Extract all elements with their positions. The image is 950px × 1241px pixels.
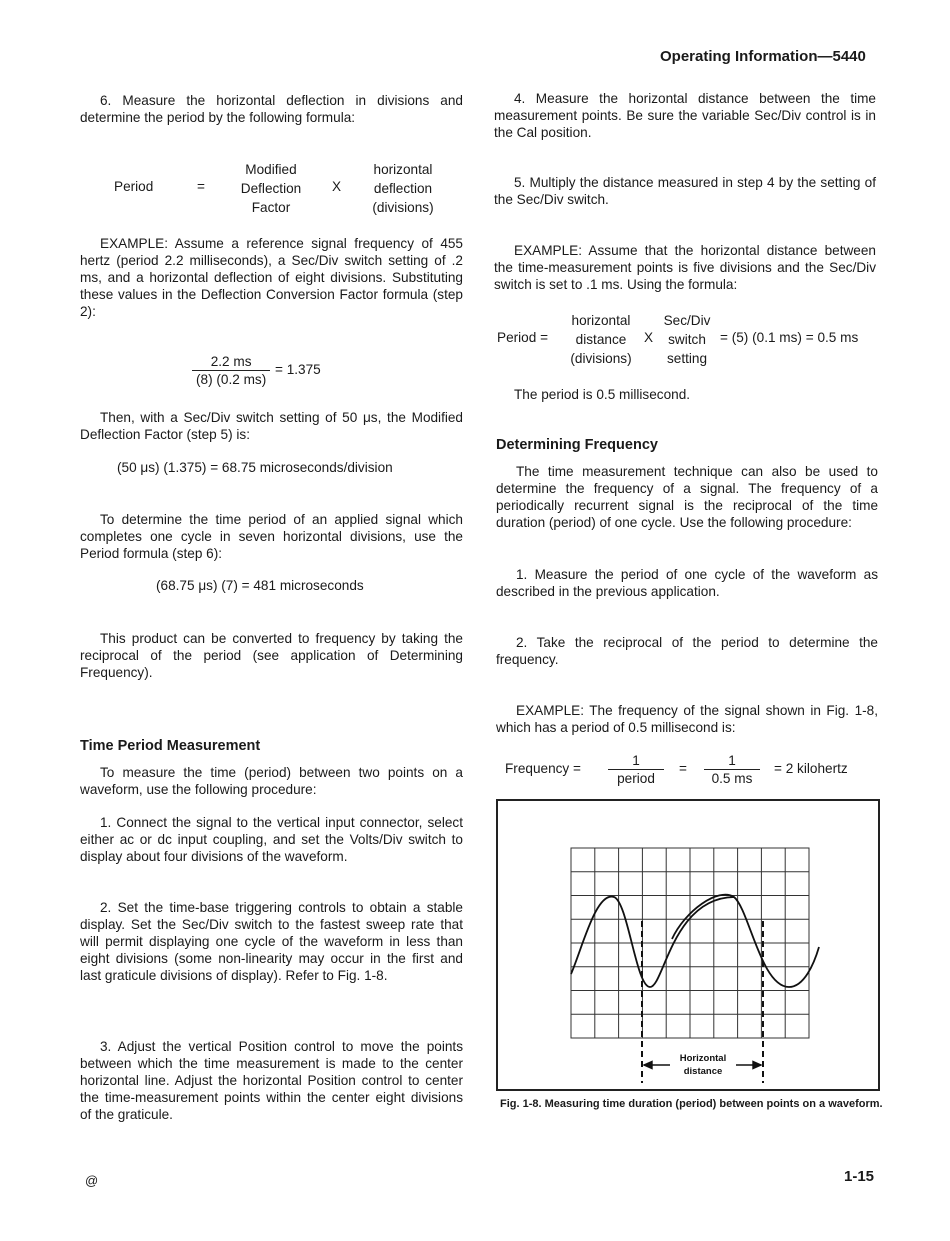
section-determining-frequency: Determining Frequency xyxy=(496,437,658,453)
then-paragraph xyxy=(80,409,463,443)
example-1 xyxy=(80,235,463,320)
arrow-left-head xyxy=(644,1062,652,1069)
page-header: Operating Information—5440 xyxy=(660,48,866,65)
example-3 xyxy=(496,702,878,736)
example-3-text: EXAMPLE: The frequency of the signal shown in Fig. 1-8, which has a period of 0.5 millisecond is: xyxy=(496,703,878,735)
step-2 xyxy=(80,899,463,984)
formula2-word-divisions: (divisions) xyxy=(570,351,632,366)
formula-horizontal-deflection xyxy=(358,160,448,217)
formula2-word-switch: switch xyxy=(668,332,706,347)
step-4-text: 4. Measure the horizontal distance between the time measurement points. Be sure the variable Sec/Div control is in the Cal position. xyxy=(494,91,876,140)
formula-word-deflection: Deflection xyxy=(240,181,302,196)
formula-word-factor: Factor xyxy=(251,200,291,215)
figure-1-8-graticule xyxy=(496,799,880,1091)
step-6-text: 6. Measure the horizontal deflection in divisions and determine the period by the following formula: xyxy=(80,93,463,125)
figure-label-distance: distance xyxy=(683,1066,723,1077)
formula3-result: = 2 kilohertz xyxy=(774,761,848,776)
figure-caption: Fig. 1-8. Measuring time duration (period) between points on a waveform. xyxy=(500,1098,883,1110)
frequency-step-1 xyxy=(496,566,878,600)
frequency-intro xyxy=(496,463,878,531)
formula2-word-horizontal: horizontal xyxy=(571,313,631,328)
arrow-right-head xyxy=(753,1062,761,1069)
formula2-word-setting: setting xyxy=(666,351,708,366)
conversion-fraction xyxy=(192,353,270,388)
fraction-numerator: 2.2 ms xyxy=(192,353,270,371)
step-1-text: 1. Connect the signal to the vertical input connector, select either ac or dc input coupling, and set the Volts/Div switch to display about four divisions of the waveform. xyxy=(80,815,463,864)
frequency-step-2 xyxy=(496,634,878,668)
waveform-trace xyxy=(571,895,819,987)
example-2 xyxy=(494,242,876,293)
formula-word-deflection-2: deflection xyxy=(373,181,433,196)
period-equation: (68.75 μs) (7) = 481 microseconds xyxy=(156,578,364,593)
section-time-period-measurement: Time Period Measurement xyxy=(80,738,261,754)
formula-word-horizontal: horizontal xyxy=(373,162,433,177)
formula3-numerator-1: 1 xyxy=(608,752,664,770)
formula3-numerator-2: 1 xyxy=(704,752,760,770)
step-2-text: 2. Set the time-base triggering controls to obtain a stable display. Set the Sec/Div switch to the fastest sweep rate that will permit displaying one cycle of the waveform in less than eight divisions (some non-linearity may occur in the first and last graticule divisions of display). Refer to Fig. 1-8. xyxy=(80,900,463,983)
footer-mark: @ xyxy=(85,1173,99,1188)
step-3 xyxy=(80,1038,463,1123)
convert-paragraph xyxy=(80,630,463,681)
formula-word-divisions: (divisions) xyxy=(372,200,434,215)
formula3-equals: = xyxy=(679,761,687,776)
fraction-denominator: (8) (0.2 ms) xyxy=(196,372,267,387)
formula3-fraction-2 xyxy=(704,752,760,787)
formula2-horizontal-distance xyxy=(563,311,639,368)
formula2-times: X xyxy=(644,330,654,345)
formula-period-label: Period xyxy=(114,179,154,194)
example-1-text: EXAMPLE: Assume a reference signal frequency of 455 hertz (period 2.2 milliseconds), a Sec/Div switch setting of .2 ms, and a horizontal deflection of eight divisions. Substituting these values in the Deflection Conversion Factor formula (step 2): xyxy=(80,236,463,319)
formula2-secdiv-switch-setting xyxy=(660,311,714,368)
formula3-denominator-1: period xyxy=(617,771,655,786)
then-text: Then, with a Sec/Div switch setting of 50 μs, the Modified Deflection Factor (step 5) is: xyxy=(80,410,463,442)
formula-times: X xyxy=(332,179,342,194)
formula3-fraction-1 xyxy=(608,752,664,787)
formula-modified-deflection-factor xyxy=(226,160,316,217)
step-6 xyxy=(80,92,463,126)
fraction-result: = 1.375 xyxy=(275,362,321,377)
to-determine-paragraph xyxy=(80,511,463,562)
mdf-equation: (50 μs) (1.375) = 68.75 microseconds/division xyxy=(117,460,393,475)
step-5 xyxy=(494,174,876,208)
formula2-word-secdiv: Sec/Div xyxy=(663,313,711,328)
page-number: 1-15 xyxy=(844,1168,875,1185)
period-result xyxy=(494,386,876,403)
convert-text: This product can be converted to frequency by taking the reciprocal of the period (see application of Determining Frequency). xyxy=(80,631,463,680)
formula3-denominator-2: 0.5 ms xyxy=(711,771,753,786)
frequency-step-1-text: 1. Measure the period of one cycle of the waveform as described in the previous application. xyxy=(496,567,878,599)
step-5-text: 5. Multiply the distance measured in step 4 by the setting of the Sec/Div switch. xyxy=(494,175,876,207)
formula2-word-distance: distance xyxy=(575,332,627,347)
time-period-intro-text: To measure the time (period) between two points on a waveform, use the following procedure: xyxy=(80,765,463,797)
step-3-text: 3. Adjust the vertical Position control to move the points between which the time measurement is made to the center horizontal line. Adjust the horizontal Position control to center the time-measurement points within the center eight divisions of the graticule. xyxy=(80,1039,463,1122)
example-2-text: EXAMPLE: Assume that the horizontal distance between the time-measurement points is five divisions and the Sec/Div switch is set to .1 ms. Using the formula: xyxy=(494,243,876,292)
formula2-result: = (5) (0.1 ms) = 0.5 ms xyxy=(720,330,859,345)
formula-word-modified: Modified xyxy=(245,162,297,177)
to-determine-text: To determine the time period of an applied signal which completes one cycle in seven horizontal divisions, use the Period formula (step 6): xyxy=(80,512,463,561)
frequency-intro-text: The time measurement technique can also be used to determine the frequency of a signal. The frequency of a periodically recurrent signal is the reciprocal of the time duration (period) of one cycle. Use the following procedure: xyxy=(496,464,878,530)
period-result-text: The period is 0.5 millisecond. xyxy=(514,387,691,402)
figure-label-horizontal: Horizontal xyxy=(679,1053,727,1064)
time-period-intro xyxy=(80,764,463,798)
step-1 xyxy=(80,814,463,865)
step-4 xyxy=(494,90,876,141)
formula-equals: = xyxy=(197,179,205,194)
formula2-period-label: Period = xyxy=(497,330,549,345)
formula3-frequency-label: Frequency = xyxy=(505,761,581,776)
frequency-step-2-text: 2. Take the reciprocal of the period to determine the frequency. xyxy=(496,635,878,667)
